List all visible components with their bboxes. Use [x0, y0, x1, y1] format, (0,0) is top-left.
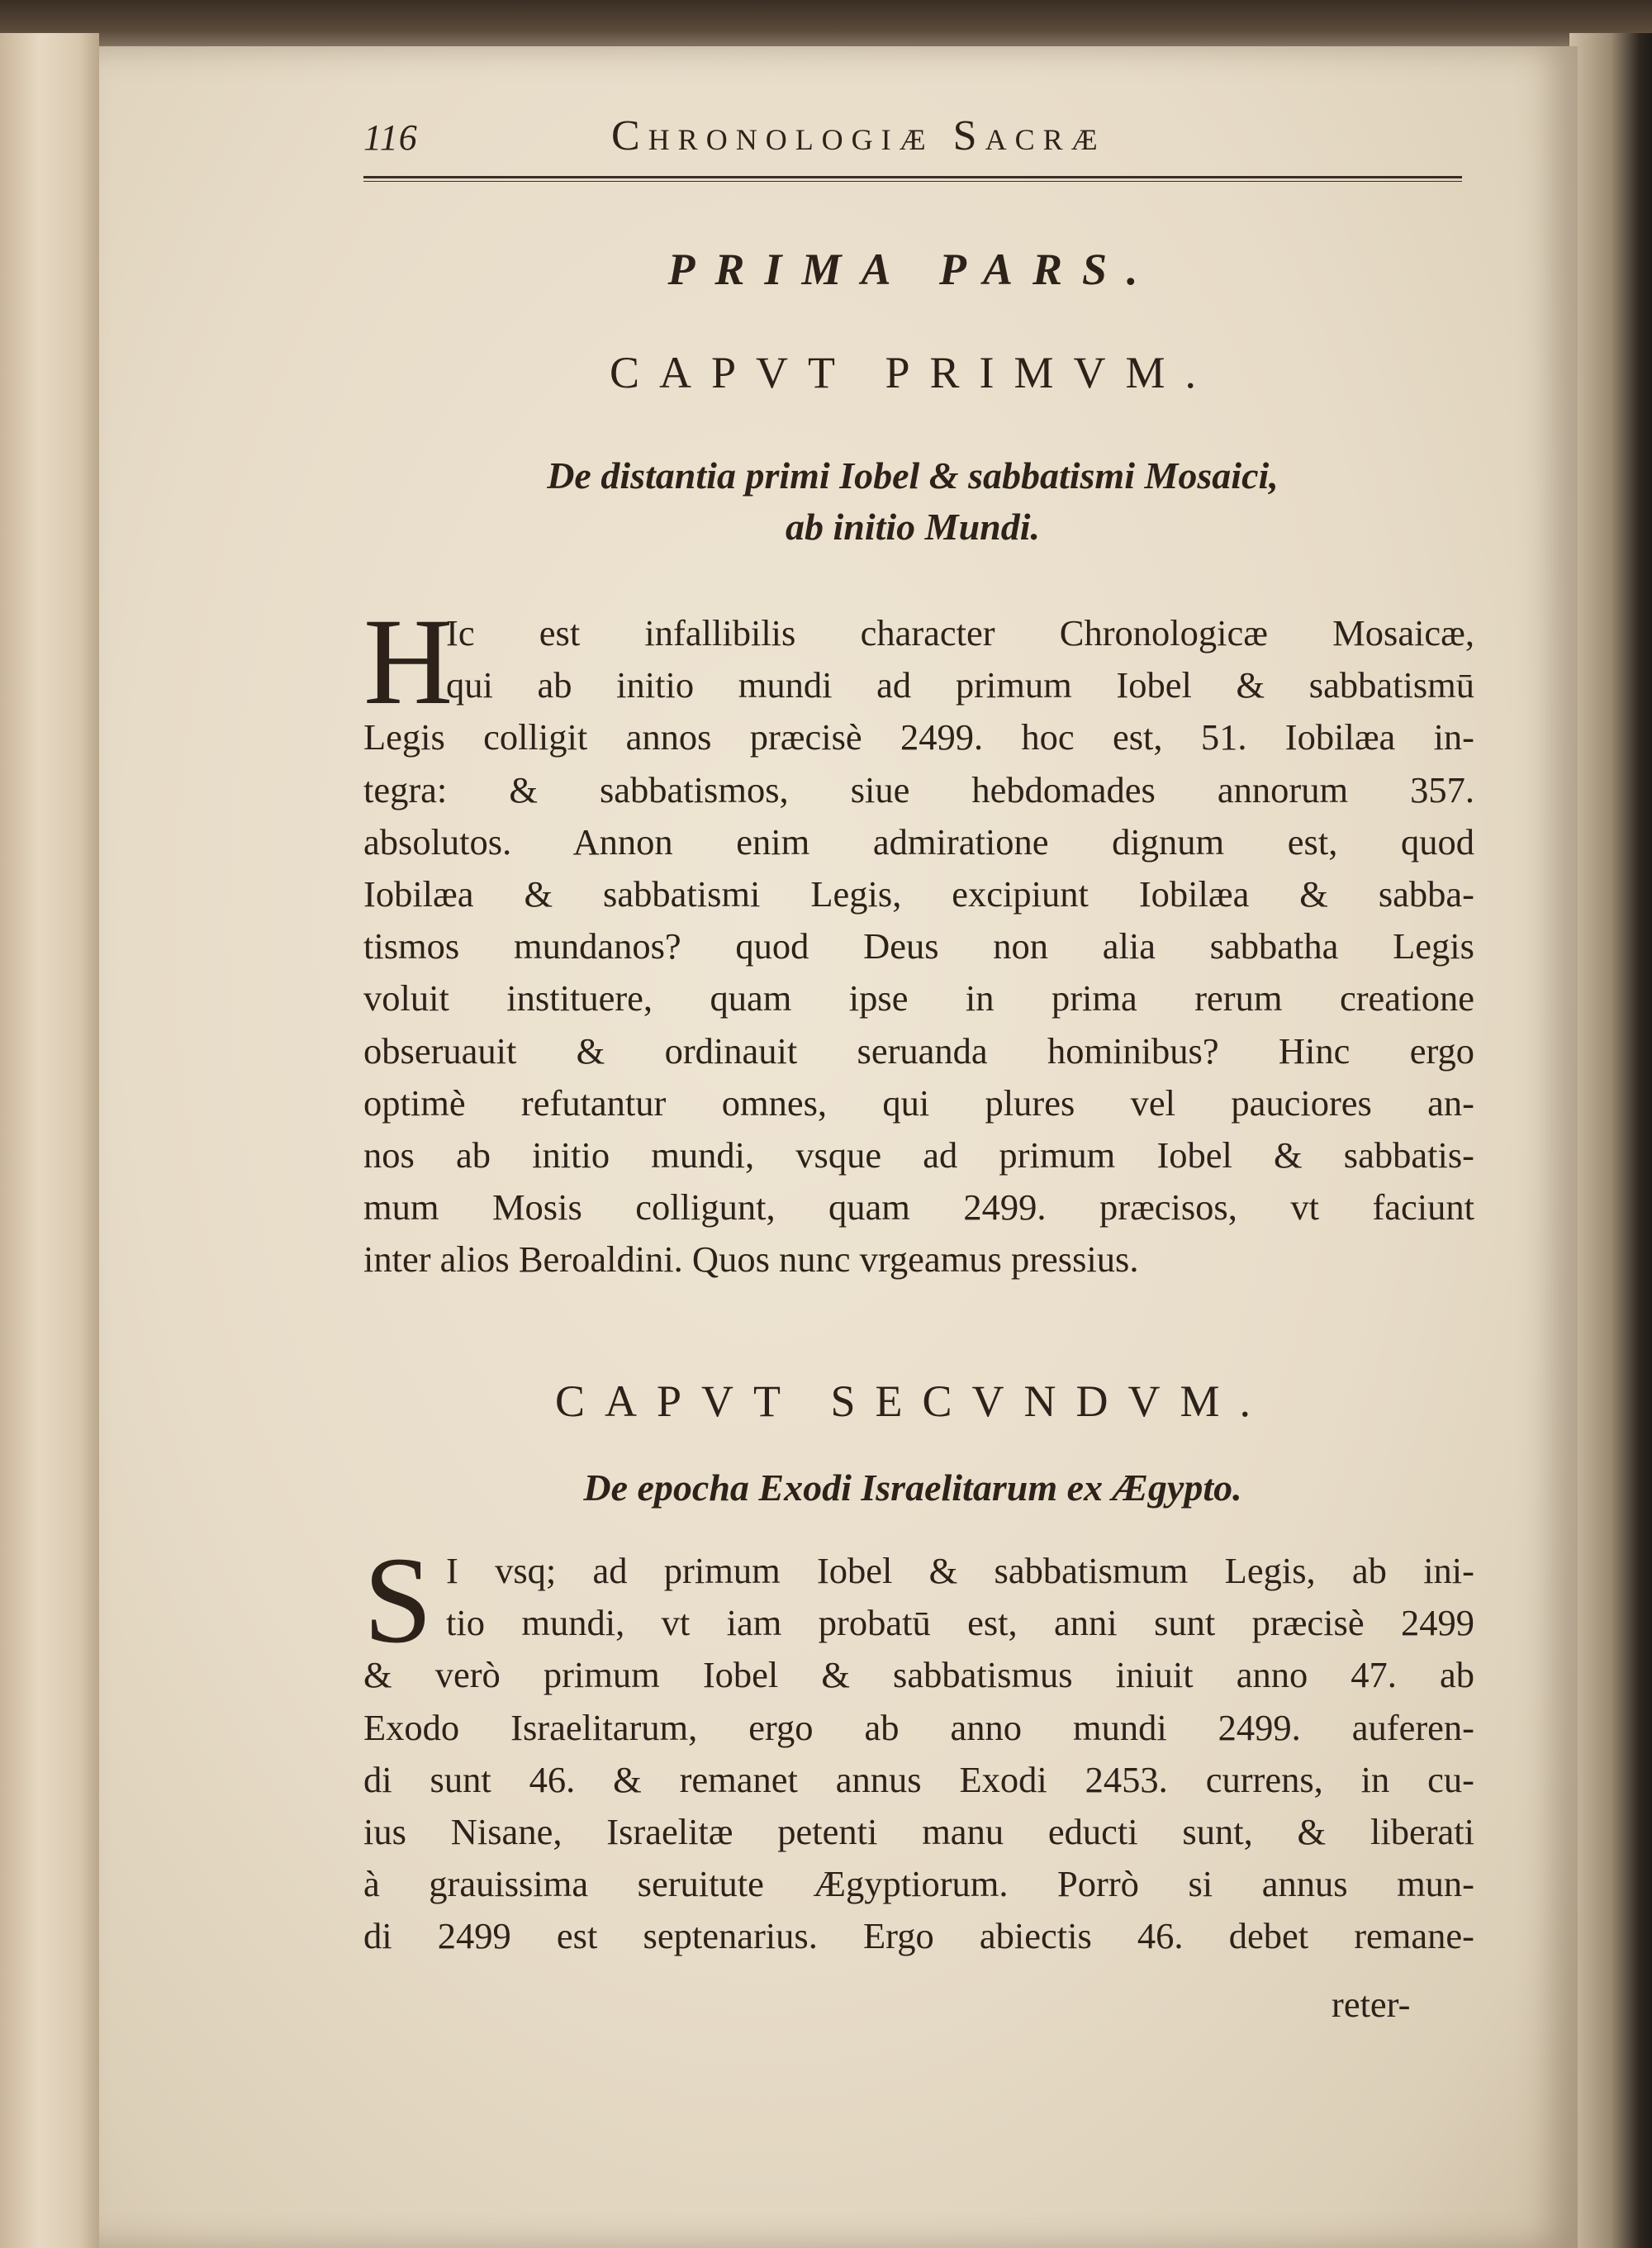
chapter-1-subtitle-line: De distantia primi Iobel & sabbatismi Mosaici,: [547, 454, 1279, 497]
head-rule: [363, 176, 1462, 182]
chapter-2-subtitle: De epocha Exodi Israelitarum ex Ægypto.: [583, 1466, 1242, 1509]
text-line: nos ab initio mundi, vsque ad primum Iobel & sabbatis-: [363, 1134, 1474, 1176]
chapter-1-dropcap: H: [363, 593, 453, 730]
text-line: inter alios Beroaldini. Quos nunc vrgeamus pressius.: [363, 1238, 1139, 1281]
text-line: I vsq; ad primum Iobel & sabbatismum Legis, ab ini-: [446, 1550, 1474, 1591]
text-line: à grauissima seruitute Ægyptiorum. Porrò si annus mun-: [363, 1863, 1474, 1905]
text-line: qui ab initio mundi ad primum Iobel & sabbatismū: [446, 664, 1474, 706]
running-head: [363, 112, 1462, 169]
chapter-1-paragraph: [363, 593, 1474, 1286]
chapter-1-subtitle: [363, 450, 1462, 553]
text-line: optimè refutantur omnes, qui plures vel pauciores an-: [363, 1081, 1474, 1124]
part-title: PRIMA PARS.: [667, 245, 1158, 294]
text-line: obseruauit & ordinauit seruanda hominibus? Hinc ergo: [363, 1029, 1474, 1072]
text-line: absolutos. Annon enim admiratione dignum est, quod: [363, 820, 1474, 863]
book-gutter: [1569, 33, 1652, 2248]
text-line: Ic est infallibilis character Chronologicæ Mosaicæ,: [446, 612, 1474, 653]
text-line: & verò primum Iobel & sabbatismus iniuit anno 47. ab: [363, 1654, 1474, 1696]
text-line: Exodo Israelitarum, ergo ab anno mundi 2499. auferen-: [363, 1706, 1474, 1748]
text-line: tismos mundanos? quod Deus non alia sabbatha Legis: [363, 925, 1474, 967]
text-line: tio mundi, vt iam probatū est, anni sunt præcisè 2499: [446, 1602, 1474, 1644]
text-line: ius Nisane, Israelitæ petenti manu educti sunt, & liberati: [363, 1811, 1474, 1853]
text-line: voluit instituere, quam ipse in prima rerum creatione: [363, 977, 1474, 1019]
text-line: di 2499 est septenarius. Ergo abiectis 46. debet remane-: [363, 1915, 1474, 1957]
book-fore-edge: [0, 33, 99, 2248]
chapter-2-title: CAPVT SECVNDVM.: [554, 1376, 1271, 1426]
chapter-1-title: CAPVT PRIMVM.: [609, 348, 1217, 397]
chapter-1-subtitle-line: ab initio Mundi.: [785, 506, 1041, 548]
text-line: di sunt 46. & remanet annus Exodi 2453. currens, in cu-: [363, 1758, 1474, 1800]
text-line: mum Mosis colligunt, quam 2499. præcisos, vt faciunt: [363, 1186, 1474, 1229]
page-number: 116: [363, 117, 418, 158]
book-top-edge: [0, 0, 1652, 51]
text-line: Legis colligit annos præcisè 2499. hoc est, 51. Iobilæa in-: [363, 716, 1474, 758]
catchword: reter-: [1332, 1984, 1411, 2025]
chapter-2-dropcap: S: [363, 1532, 433, 1669]
text-line: Iobilæa & sabbatismi Legis, excipiunt Iobilæa & sabba-: [363, 873, 1474, 915]
text-line: tegra: & sabbatismos, siue hebdomades annorum 357.: [363, 768, 1474, 810]
running-title: Chronologiæ Sacræ: [611, 112, 1106, 159]
chapter-2-paragraph: [363, 1532, 1474, 1963]
